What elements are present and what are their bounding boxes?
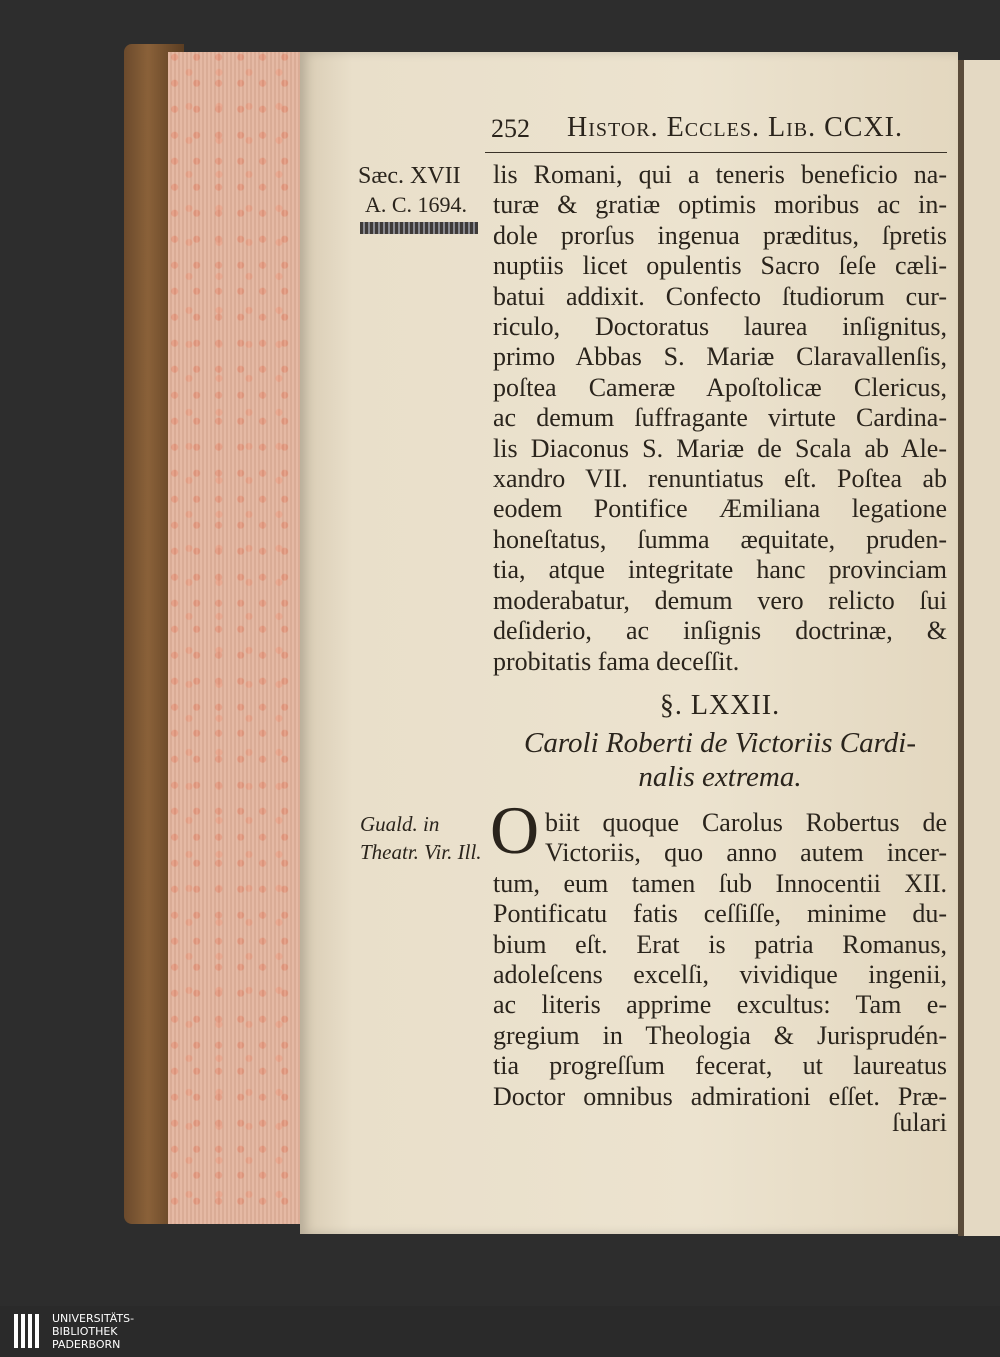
margin-ornament-rule bbox=[360, 222, 478, 234]
text-line: primo Abbas S. Mariæ Claravallenſis, bbox=[493, 342, 947, 372]
text-line: dole prorſus ingenua præditus, ſpretis bbox=[493, 220, 947, 250]
catchword: ſulari bbox=[892, 1108, 947, 1137]
text-line: nuptiis licet opulentis Sacro ſeſe cæli- bbox=[493, 251, 947, 281]
text-line: tia, atque integritate hanc provinciam bbox=[493, 555, 947, 585]
text-line: tum, eum tamen ſub Innocentii XII. bbox=[493, 868, 947, 898]
text-line: biit quoque Carolus Robertus de bbox=[545, 808, 947, 837]
section-title bbox=[493, 726, 947, 794]
section-title-line: Caroli Roberti de Victoriis Cardi- bbox=[523, 727, 917, 759]
margin-note-year: A. C. 1694. bbox=[365, 192, 468, 217]
text-line: honeſtatus, ſumma æquitate, pruden- bbox=[493, 524, 947, 554]
library-footer bbox=[0, 1306, 1000, 1357]
text-line: lis Diaconus S. Mariæ de Scala ab Ale- bbox=[493, 433, 947, 463]
text-line: Victoriis, quo anno autem incer- bbox=[545, 838, 947, 868]
text-line: probitatis fama deceſſit. bbox=[493, 646, 740, 676]
facing-page-edge bbox=[958, 60, 1000, 1236]
text-line: deſiderio, ac inſignis doctrinæ, & bbox=[493, 616, 947, 646]
running-title: Histor. Eccles. Lib. CCXI. bbox=[567, 112, 903, 143]
text-line: bium eſt. Erat is patria Romanus, bbox=[493, 929, 947, 959]
text-line: moderabatur, demum vero relicto ſui bbox=[493, 585, 947, 615]
library-logo-icon bbox=[14, 1314, 44, 1348]
running-header bbox=[487, 108, 949, 148]
margin-note-source: Guald. in Theatr. Vir. Ill. bbox=[360, 812, 482, 864]
section-number: §. LXXII. bbox=[659, 690, 781, 721]
page-edges bbox=[168, 52, 308, 1224]
section-title-line: nalis extrema. bbox=[638, 761, 802, 793]
paragraph-2 bbox=[493, 808, 947, 1112]
text-line: gregium in Theologia & Jurisprudén- bbox=[493, 1020, 947, 1050]
text-line: tia progreſſum fecerat, ut laureatus bbox=[493, 1051, 947, 1081]
text-line: xandro VII. renuntiatus eſt. Poſtea ab bbox=[493, 464, 947, 494]
text-line: batui addixit. Confecto ſtudiorum cur- bbox=[493, 281, 947, 311]
text-line: ac demum ſuffragante virtute Cardina- bbox=[493, 403, 947, 433]
paragraph-1 bbox=[493, 160, 947, 677]
page-number: 252 bbox=[491, 114, 530, 143]
text-line: ac literis apprime excultus: Tam e- bbox=[493, 990, 947, 1020]
text-line: Doctor omnibus admirationi eſſet. Præ- bbox=[493, 1081, 947, 1111]
drop-cap: O bbox=[490, 792, 540, 868]
text-line: riculo, Doctoratus laurea inſignitus, bbox=[493, 312, 947, 342]
text-line: poſtea Cameræ Apoſtolicæ Clericus, bbox=[493, 372, 947, 402]
text-line: eodem Pontifice Æmiliana legatione bbox=[493, 494, 947, 524]
header-rule bbox=[485, 152, 947, 153]
text-line: Pontificatu fatis ceſſiſſe, minime du- bbox=[493, 899, 947, 929]
library-name: UNIVERSITÄTS- BIBLIOTHEK PADERBORN bbox=[52, 1312, 135, 1351]
text-line: adoleſcens excelſi, vividique ingenii, bbox=[493, 960, 947, 990]
margin-note-saeculum: Sæc. XVII bbox=[358, 163, 461, 189]
text-line: lis Romani, qui a teneris beneficio na- bbox=[493, 160, 947, 189]
text-line: turæ & gratiæ optimis moribus ac in- bbox=[493, 190, 947, 220]
